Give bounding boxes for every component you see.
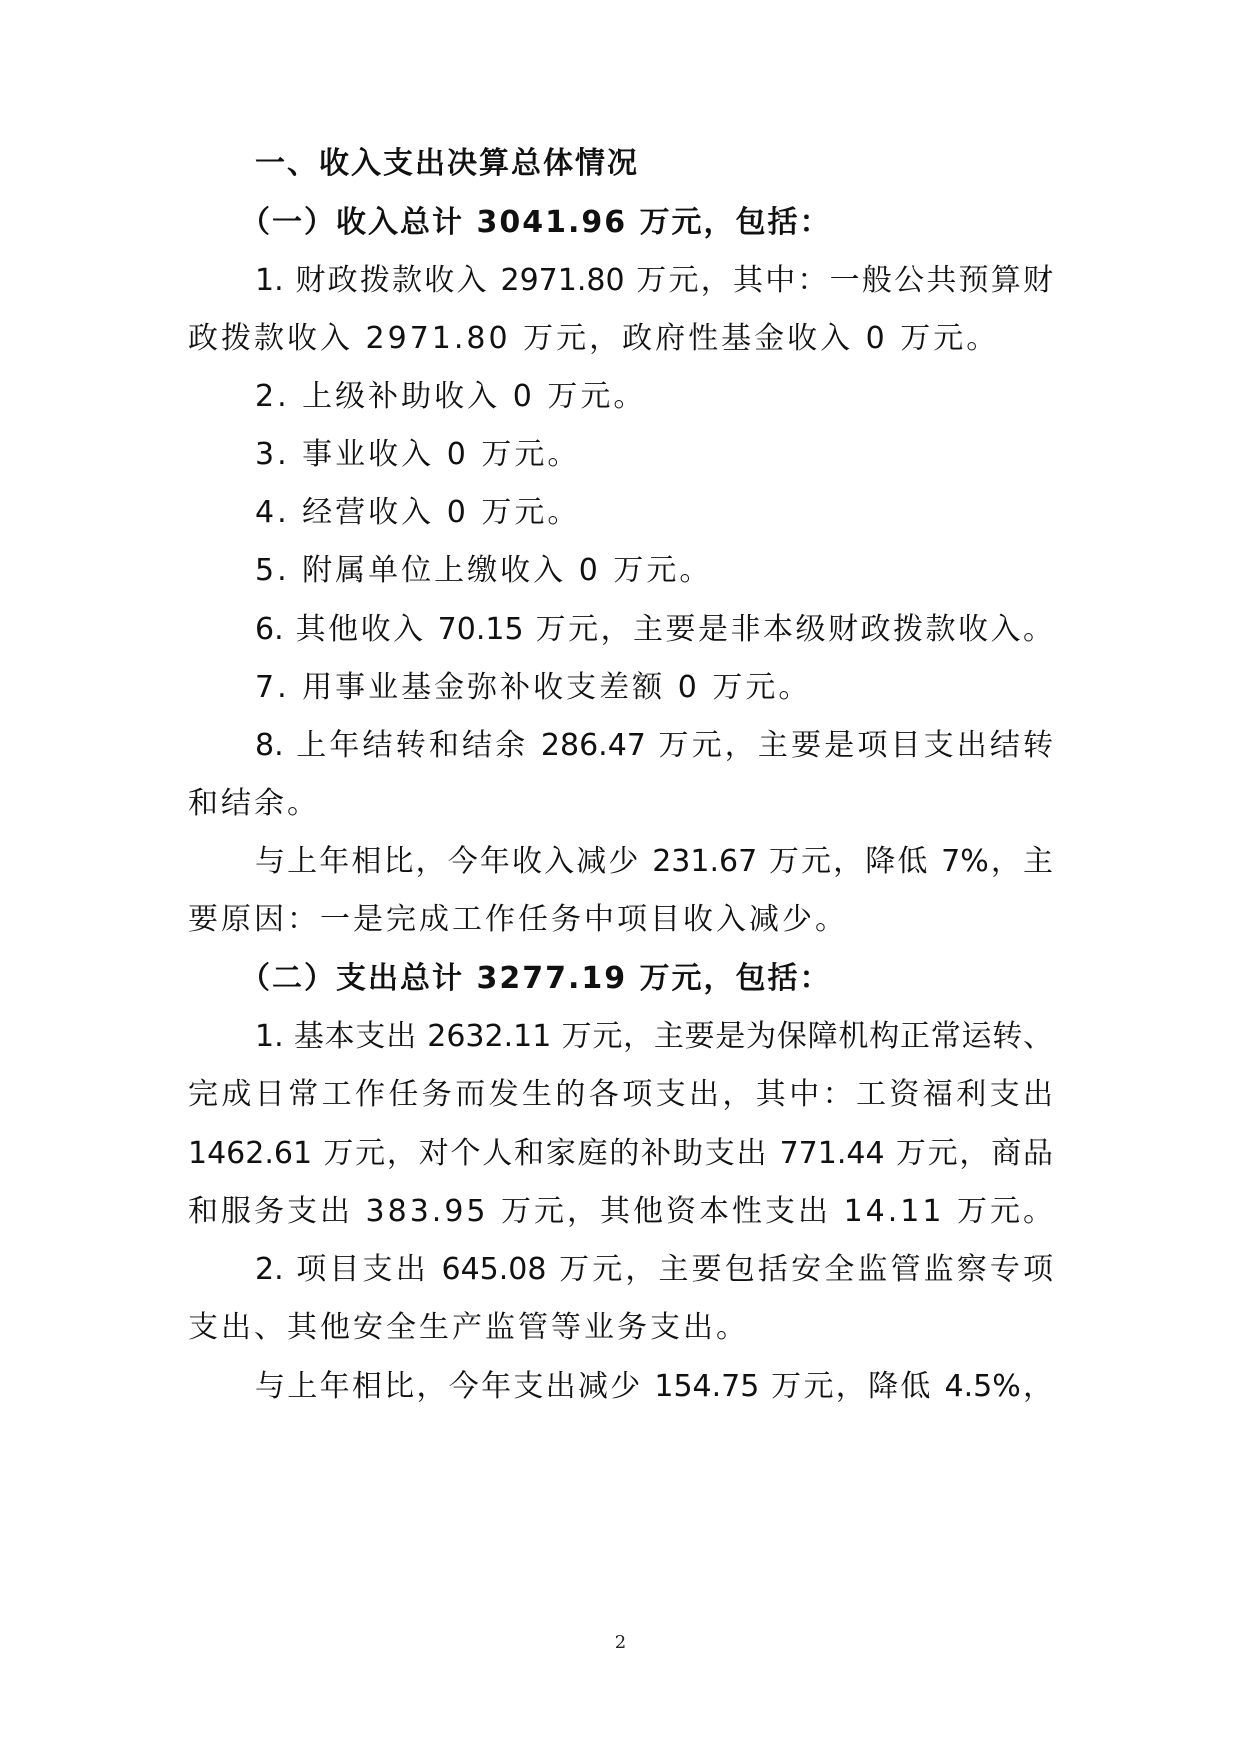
page-number: 2 [614,1632,627,1653]
income-item-7: 7. 用事业基金弥补收支差额 0 万元。 [255,670,812,705]
expenditure-item-1-line-4: 和服务支出 383.95 万元，其他资本性支出 14.11 万元。 [188,1194,1056,1229]
expenditure-heading: （二）支出总计 3277.19 万元，包括： [240,961,832,996]
income-item-1-line-1: 1. 财政拨款收入 2971.80 万元，其中：一般公共预算财 [255,263,1053,298]
section-title: 一、收入支出决算总体情况 [255,146,639,181]
income-item-8-line-2: 和结余。 [188,786,320,821]
income-item-8-line-1: 8. 上年结转和结余 286.47 万元，主要是项目支出结转 [255,728,1053,763]
expenditure-item-2-line-1: 2. 项目支出 645.08 万元，主要包括安全监管监察专项 [255,1252,1053,1287]
income-item-1-line-2: 政拨款收入 2971.80 万元，政府性基金收入 0 万元。 [188,321,1000,356]
expenditure-compare-line-1: 与上年相比，今年支出减少 154.75 万元，降低 4.5%， [255,1369,1053,1404]
income-item-4: 4. 经营收入 0 万元。 [255,495,581,530]
income-item-6: 6. 其他收入 70.15 万元，主要是非本级财政拨款收入。 [255,612,1053,647]
income-item-5: 5. 附属单位上缴收入 0 万元。 [255,553,713,588]
expenditure-item-1-line-3: 1462.61 万元，对个人和家庭的补助支出 771.44 万元，商品 [188,1136,1053,1171]
income-item-3: 3. 事业收入 0 万元。 [255,437,581,472]
expenditure-item-1-line-1: 1. 基本支出 2632.11 万元，主要是为保障机构正常运转、 [255,1019,1053,1054]
expenditure-item-2-line-2: 支出、其他安全生产监管等业务支出。 [188,1310,749,1345]
income-compare-line-2: 要原因：一是完成工作任务中项目收入减少。 [188,902,848,937]
income-compare-line-1: 与上年相比，今年收入减少 231.67 万元，降低 7%，主 [255,844,1053,879]
income-heading: （一）收入总计 3041.96 万元，包括： [240,205,832,240]
income-item-2: 2. 上级补助收入 0 万元。 [255,379,647,414]
expenditure-item-1-line-2: 完成日常工作任务而发生的各项支出，其中：工资福利支出 [188,1077,1053,1112]
